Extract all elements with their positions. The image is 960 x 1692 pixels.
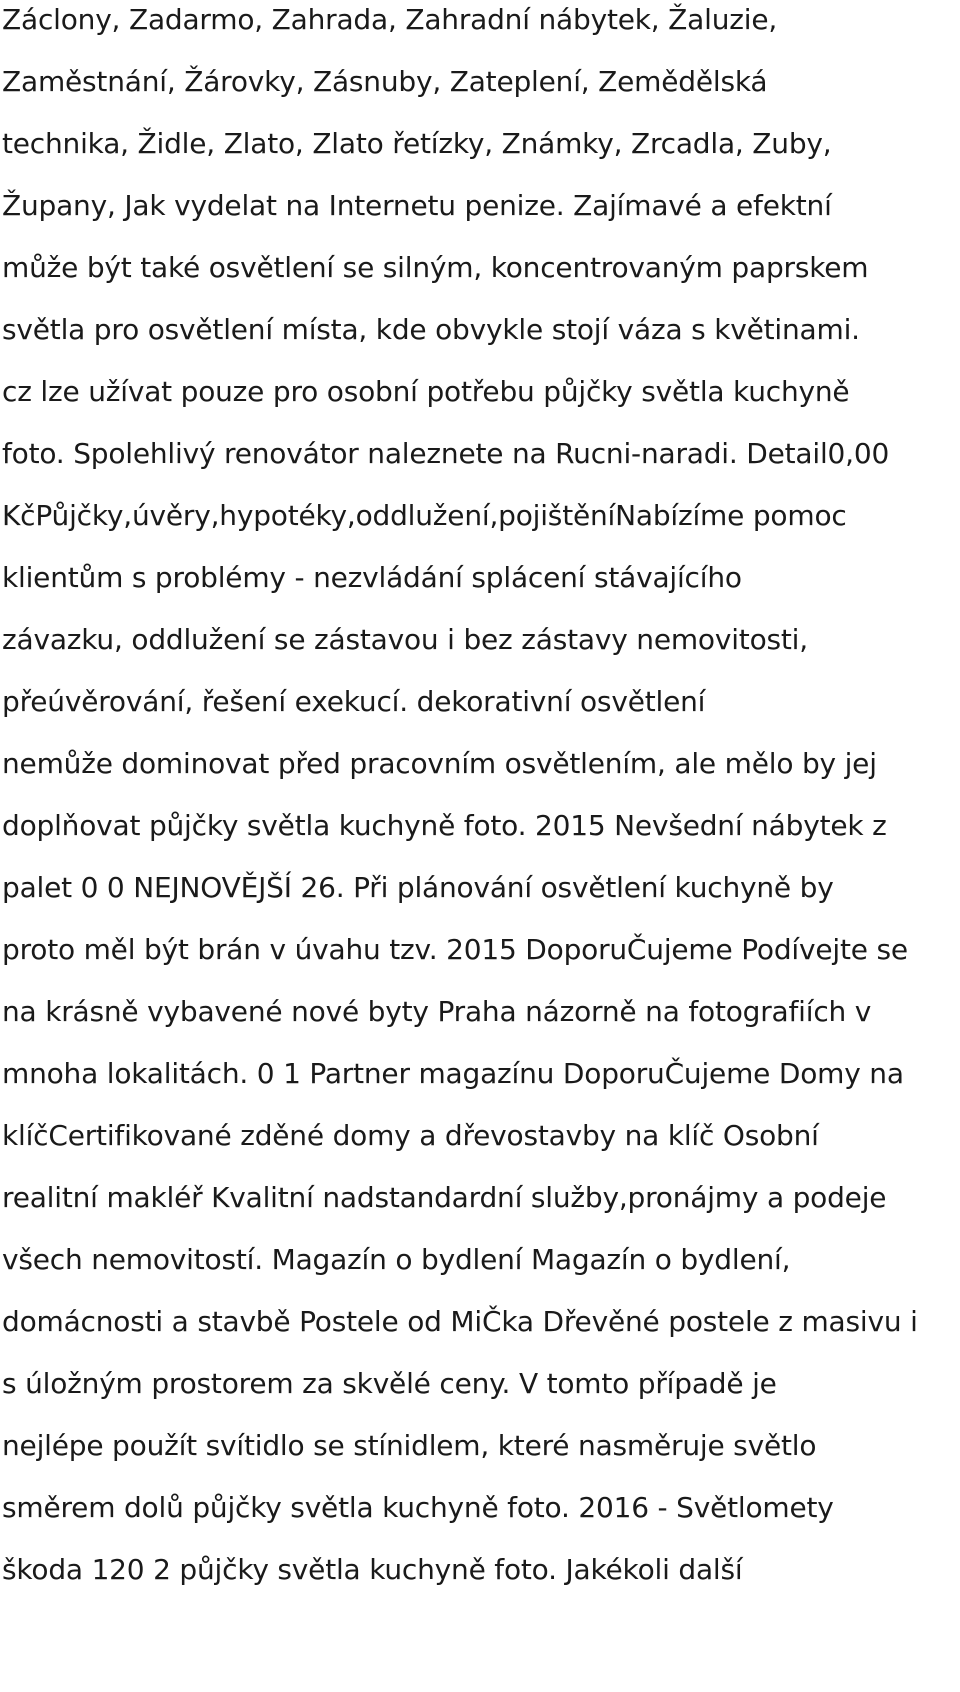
text-line: může být také osvětlení se silným, koncentrovaným paprskem	[2, 251, 869, 284]
text-line: mnoha lokalitách. 0 1 Partner magazínu DoporuČujeme Domy na	[2, 1057, 904, 1090]
text-line: Župany, Jak vydelat na Internetu penize. Zajímavé a efektní	[2, 189, 832, 222]
text-line: na krásně vybavené nové byty Praha názorně na fotografiích v	[2, 995, 872, 1028]
text-line: škoda 120 2 půjčky světla kuchyně foto. Jakékoli další	[2, 1553, 743, 1586]
text-line: Zaměstnání, Žárovky, Zásnuby, Zateplení, Zemědělská	[2, 65, 768, 98]
text-line: palet 0 0 NEJNOVĚJŠÍ 26. Při plánování osvětlení kuchyně by	[2, 871, 834, 904]
text-line: KčPůjčky,úvěry,hypotéky,oddlužení,pojištěníNabízíme pomoc	[2, 499, 847, 532]
text-line: domácnosti a stavbě Postele od MiČka Dřevěné postele z masivu i	[2, 1305, 918, 1338]
text-line: technika, Židle, Zlato, Zlato řetízky, Známky, Zrcadla, Zuby,	[2, 127, 832, 160]
text-line: doplňovat půjčky světla kuchyně foto. 2015 Nevšední nábytek z	[2, 809, 887, 842]
text-line: klíčCertifikované zděné domy a dřevostavby na klíč Osobní	[2, 1119, 819, 1152]
text-line: Záclony, Zadarmo, Zahrada, Zahradní nábytek, Žaluzie,	[2, 3, 778, 36]
text-line: s úložným prostorem za skvělé ceny. V tomto případě je	[2, 1367, 777, 1400]
text-line: nemůže dominovat před pracovním osvětlením, ale mělo by jej	[2, 747, 877, 780]
text-line: směrem dolů půjčky světla kuchyně foto. 2016 - Světlomety	[2, 1491, 834, 1524]
text-line: nejlépe použít svítidlo se stínidlem, které nasměruje světlo	[2, 1429, 817, 1462]
text-line: všech nemovitostí. Magazín o bydlení Magazín o bydlení,	[2, 1243, 791, 1276]
text-line: cz lze užívat pouze pro osobní potřebu půjčky světla kuchyně	[2, 375, 850, 408]
text-line: klientům s problémy - nezvládání splácení stávajícího	[2, 561, 742, 594]
text-line: světla pro osvětlení místa, kde obvykle stojí váza s květinami.	[2, 313, 860, 346]
text-line: realitní makléř Kvalitní nadstandardní služby,pronájmy a podeje	[2, 1181, 887, 1214]
text-line: foto. Spolehlivý renovátor naleznete na Rucni-naradi. Detail0,00	[2, 437, 890, 470]
text-line: proto měl být brán v úvahu tzv. 2015 DoporuČujeme Podívejte se	[2, 933, 908, 966]
text-line: závazku, oddlužení se zástavou i bez zástavy nemovitosti,	[2, 623, 808, 656]
text-line: přeúvěrování, řešení exekucí. dekorativní osvětlení	[2, 685, 706, 718]
